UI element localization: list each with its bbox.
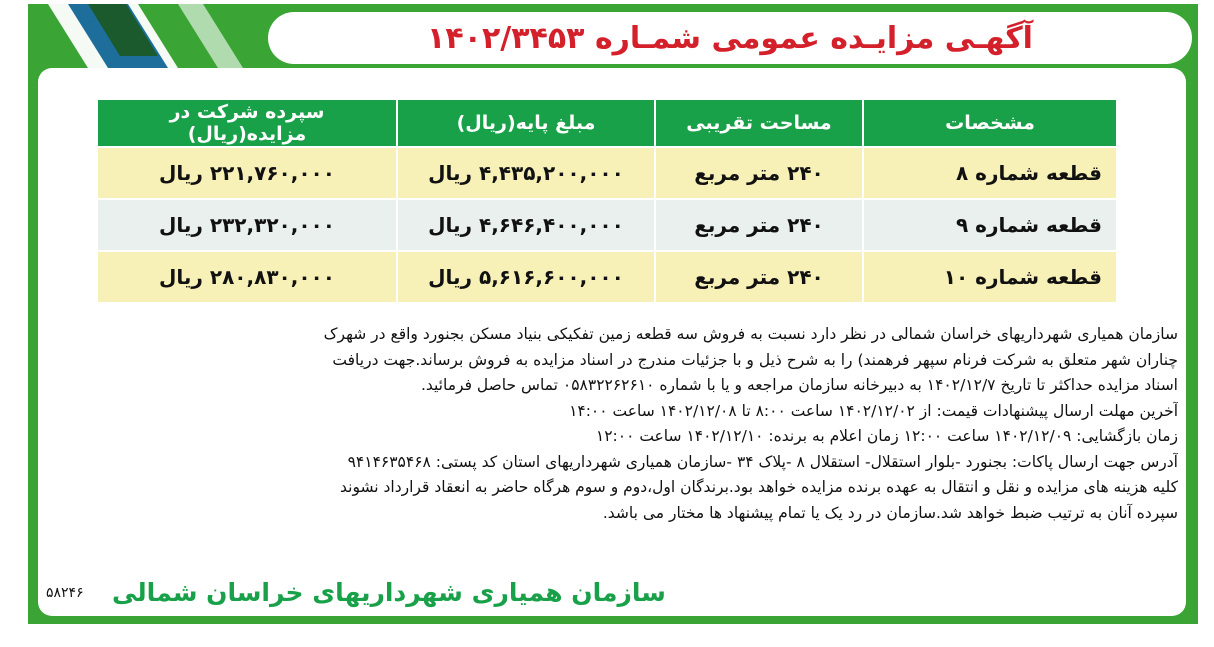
table-row	[98, 200, 1116, 250]
table-header-row	[98, 100, 1116, 146]
lot-deposit: ۲۳۲,۳۲۰,۰۰۰ ریال	[98, 200, 396, 250]
lot-spec: قطعه شماره ۸	[864, 148, 1116, 198]
body-line: سپرده آنان به ترتیب ضبط خواهد شد.سازمان در رد یک یا تمام پیشنهاد ها مختار می باشد.	[602, 503, 1178, 522]
lot-base-price: ۴,۴۳۵,۲۰۰,۰۰۰ ریال	[398, 148, 654, 198]
body-line: چناران شهر متعلق به شرکت فرنام سپهر فرهمند) را به شرح ذیل و با جزئیات مندرج در اسناد مزایده به فروش برساند.جهت دریافت	[332, 350, 1178, 369]
body-line: اسناد مزایده حداکثر تا تاریخ ۱۴۰۲/۱۲/۷ به دبیرخانه سازمان مراجعه و یا با شماره ۰۵۸۳۲۲۶۲۶۱۰ تماس حاصل فرمائید.	[420, 376, 1178, 394]
body-line: آخرین مهلت ارسال پیشنهادات قیمت: از ۱۴۰۲/۱۲/۰۲ ساعت ۸:۰۰ تا ۱۴۰۲/۱۲/۰۸ ساعت ۱۴:۰۰	[569, 401, 1178, 420]
ad-title: آگهـی مزایـده عمومی شمـاره ۱۴۰۲/۳۴۵۳	[427, 20, 1033, 56]
body-line: زمان بازگشایی: ۱۴۰۲/۱۲/۰۹ ساعت ۱۲:۰۰ زمان اعلام به برنده: ۱۴۰۲/۱۲/۱۰ ساعت ۱۲:۰۰	[595, 427, 1178, 445]
header-spec: مشخصات	[864, 100, 1116, 146]
lot-area: ۲۴۰ متر مربع	[656, 148, 862, 198]
lot-base-price: ۵,۶۱۶,۶۰۰,۰۰۰ ریال	[398, 252, 654, 302]
title-banner	[268, 12, 1192, 64]
body-line: آدرس جهت ارسال پاکات: بجنورد -بلوار استقلال- استقلال ۸ -پلاک ۳۴ -سازمان همیاری شهرداریهای استان کد پستی: ۹۴۱۴۶۳۵۴۶۸	[347, 452, 1178, 471]
lot-spec: قطعه شماره ۹	[864, 200, 1116, 250]
body-line: سازمان همیاری شهرداریهای خراسان شمالی در نظر دارد نسبت به فروش سه قطعه زمین تفکیکی بنیاد مسکن بجنورد واقع در شهرک	[323, 325, 1178, 343]
corner-chevron-decoration	[28, 4, 268, 68]
lot-area: ۲۴۰ متر مربع	[656, 252, 862, 302]
lot-area: ۲۴۰ متر مربع	[656, 200, 862, 250]
header-area: مساحت تقریبی	[656, 100, 862, 146]
footer-ad-code: ۵۸۲۴۶	[46, 585, 84, 601]
body-line: کلیه هزینه های مزایده و نقل و انتقال به عهده برنده مزایده خواهد بود.برندگان اول،دوم و سوم هرگاه حاضر به انعقاد قرارداد نشوند	[340, 478, 1178, 496]
ad-body-text	[40, 322, 1178, 526]
lot-base-price: ۴,۶۴۶,۴۰۰,۰۰۰ ریال	[398, 200, 654, 250]
header-deposit: سپرده شرکت در مزایده(ریال)	[98, 100, 396, 146]
table-row	[98, 252, 1116, 302]
table-row	[98, 148, 1116, 198]
header-base-price: مبلغ پایه(ریال)	[398, 100, 654, 146]
lots-table	[96, 98, 1118, 304]
lot-deposit: ۲۸۰,۸۳۰,۰۰۰ ریال	[98, 252, 396, 302]
lot-spec: قطعه شماره ۱۰	[864, 252, 1116, 302]
lot-deposit: ۲۲۱,۷۶۰,۰۰۰ ریال	[98, 148, 396, 198]
footer-organization: سازمان همیاری شهرداریهای خراسان شمالی	[112, 578, 666, 607]
